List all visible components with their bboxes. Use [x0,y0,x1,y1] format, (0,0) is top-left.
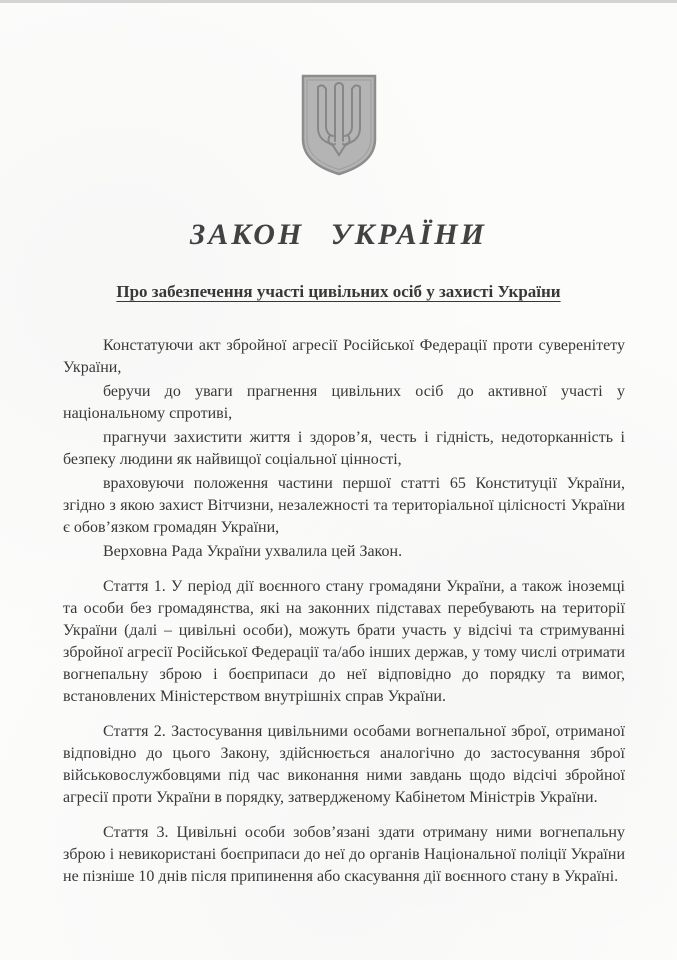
preamble-paragraph-3: прагнучи захистити життя і здоров’я, честь і гідність, недоторканність і безпеку людини як найвищої соціальної цінності, [63,429,625,468]
document-body [63,335,625,888]
article-3: Стаття 3. Цивільні особи зобов’язані здати отриману ними вогнепальну зброю і невикористані боєприпаси до неї до органів Національної поліції України не пізніше 10 днів після припинення або скасування дії воєнного стану в Україні. [63,824,625,885]
law-subject-heading: Про забезпечення участі цивільних осіб у захисті України [116,282,561,301]
trident-shield-icon [299,73,379,178]
enactment-clause: Верховна Рада України ухвалила цей Закон. [103,543,403,560]
law-title: ЗАКОН УКРАЇНИ [190,218,487,251]
article-1: Стаття 1. У період дії воєнного стану громадяни України, а також іноземці та особи без громадянства, які на законних підставах перебувають на території України (далі – цивільні особи), можуть брати участь у відсічі та стримуванні збройної агресії Російської Федерації та/або інших держав, у тому числі отримати вогнепальну зброю і боєприпаси до неї відповідно до порядку та вимог, встановлених Міністерством внутрішніх справ України. [63,578,625,705]
preamble-paragraph-2: беручи до уваги прагнення цивільних осіб до активної участі у національному спротиві, [63,383,625,422]
coat-of-arms-ukraine [299,0,379,183]
preamble-paragraph-4: враховуючи положення частини першої статті 65 Конституції України, згідно з якою захист Вітчизни, незалежності та територіальної цілісності України є обов’язком громадян України, [63,475,625,536]
law-heading-row [0,281,677,303]
preamble-paragraph-1: Констатуючи акт збройної агресії Російської Федерації проти суверенітету України, [63,337,625,376]
scan-edge-artifact [0,0,677,3]
article-2: Стаття 2. Застосування цивільними особами вогнепальної зброї, отриманої відповідно до цього Закону, здійснюється аналогічно до застосування зброї військовослужбовцями під час виконання ними завдань щодо відсічі збройної агресії проти України в порядку, затвердженому Кабінетом Міністрів України. [63,723,625,806]
